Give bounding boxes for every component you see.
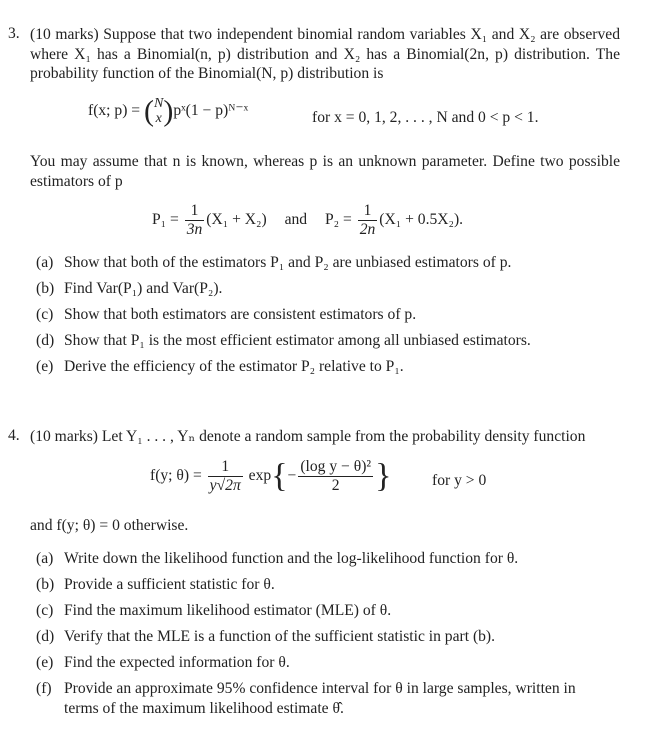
pmf-condition: for x = 0, 1, 2, . . . , N and 0 < p < 1.: [312, 109, 539, 126]
estimators-equation: [152, 202, 463, 239]
part-text: Provide a sufficient statistic for θ.: [64, 576, 275, 593]
question-3-part: [36, 253, 626, 272]
question-4-part: [36, 627, 626, 646]
binom-bottom: x: [155, 111, 162, 127]
pmf-rest: pˣ(1 − p)ᴺ⁻ˣ: [173, 101, 249, 119]
part-text: Find the expected information for θ.: [64, 654, 290, 671]
question-3-part: [36, 357, 626, 376]
part-text: Derive the efficiency of the estimator P₂ relative to P₁.: [64, 358, 404, 375]
question-3-intro: (10 marks) Suppose that two independent binomial random variables X₁ and X₂ are observed where X₁ has a Binomial(n, p) distribution and X₂ has a Binomial(2n, p) distribution. The probability function of the Binomial(N, p) distribution is: [30, 26, 620, 82]
part-text: Show that P₁ is the most efficient estimator among all unbiased estimators.: [64, 332, 531, 349]
estimator-1-rest: (X₁ + X₂): [206, 211, 267, 228]
estimator-1-lhs: P₁ =: [152, 211, 183, 228]
part-text: Provide an approximate 95% confidence interval for θ in large samples, written in: [64, 680, 576, 697]
part-label: (a): [36, 254, 54, 271]
part-label: (f): [36, 680, 52, 697]
estimator-1-num: 1: [185, 202, 205, 221]
part-label: (e): [36, 358, 54, 375]
pdf-inner-fraction: [298, 458, 373, 495]
part-label: (c): [36, 602, 54, 619]
part-label: (d): [36, 332, 55, 349]
question-4-part: [36, 575, 626, 594]
question-3-number: 3.: [8, 25, 20, 42]
part-text: Show that both of the estimators P₁ and P₂ are unbiased estimators of p.: [64, 254, 512, 271]
question-3-part: [36, 331, 626, 350]
estimator-2-fraction: [358, 202, 378, 239]
binom-top: N: [154, 96, 164, 111]
estimator-1-den: 3n: [186, 220, 203, 238]
part-label: (d): [36, 628, 55, 645]
part-text: Find the maximum likelihood estimator (MLE) of θ.: [64, 602, 392, 619]
question-4-intro: (10 marks) Let Y₁ . . . , Yₙ denote a random sample from the probability density function: [30, 428, 586, 445]
question-4-part: [36, 679, 626, 718]
question-4-number: 4.: [8, 427, 20, 444]
part-text: Write down the likelihood function and the log-likelihood function for θ.: [64, 550, 519, 567]
pdf-minus: −: [287, 467, 297, 484]
question-4-part: [36, 653, 626, 672]
pdf-num: 1: [208, 458, 243, 477]
binomial-pmf-equation: f(x; p) = ( N x )pˣ(1 − p)ᴺ⁻ˣ: [88, 94, 249, 128]
question-4-part: [36, 549, 626, 568]
pdf-exp: exp: [248, 467, 272, 484]
part-label: (a): [36, 550, 54, 567]
pmf-lhs: f(x; p) =: [88, 101, 144, 119]
question-3-assumption: You may assume that n is known, whereas p is an unknown parameter. Define two possible estimators of p: [30, 153, 620, 190]
estimator-1-fraction: [185, 202, 205, 239]
pdf-otherwise: and f(y; θ) = 0 otherwise.: [30, 517, 189, 534]
part-label: (e): [36, 654, 54, 671]
pdf-inner-num: (log y − θ)²: [300, 458, 372, 475]
question-3-part: [36, 305, 626, 324]
question-3-part: [36, 279, 626, 298]
part-label: (c): [36, 306, 54, 323]
estimator-2-den: 2n: [359, 220, 376, 238]
part-text: Verify that the MLE is a function of the sufficient statistic in part (b).: [64, 628, 496, 645]
estimators-and: and: [284, 211, 308, 228]
pdf-den: y√2π: [209, 476, 241, 494]
estimator-2-rest: (X₁ + 0.5X₂).: [379, 211, 464, 228]
part-text: Show that both estimators are consistent estimators of p.: [64, 306, 417, 323]
part-text-continued: terms of the maximum likelihood estimate θ̂.: [64, 700, 344, 717]
pdf-fraction: [208, 458, 243, 495]
estimator-2-lhs: P₂ =: [325, 211, 356, 228]
part-label: (b): [36, 576, 55, 593]
pdf-condition: for y > 0: [432, 472, 487, 489]
part-text: Find Var(P₁) and Var(P₂).: [64, 280, 223, 297]
pdf-lhs: f(y; θ) =: [150, 467, 206, 484]
binomial-coefficient: [154, 96, 163, 127]
question-4-part: [36, 601, 626, 620]
pdf-inner-den: 2: [331, 476, 340, 494]
estimator-2-num: 1: [358, 202, 378, 221]
pdf-equation: f(y; θ) = $\frac{1}{y√2\pi}$ exp{− $\frac{\text{(log y − θ)²}}{2}$ }: [150, 457, 392, 495]
part-label: (b): [36, 280, 55, 297]
